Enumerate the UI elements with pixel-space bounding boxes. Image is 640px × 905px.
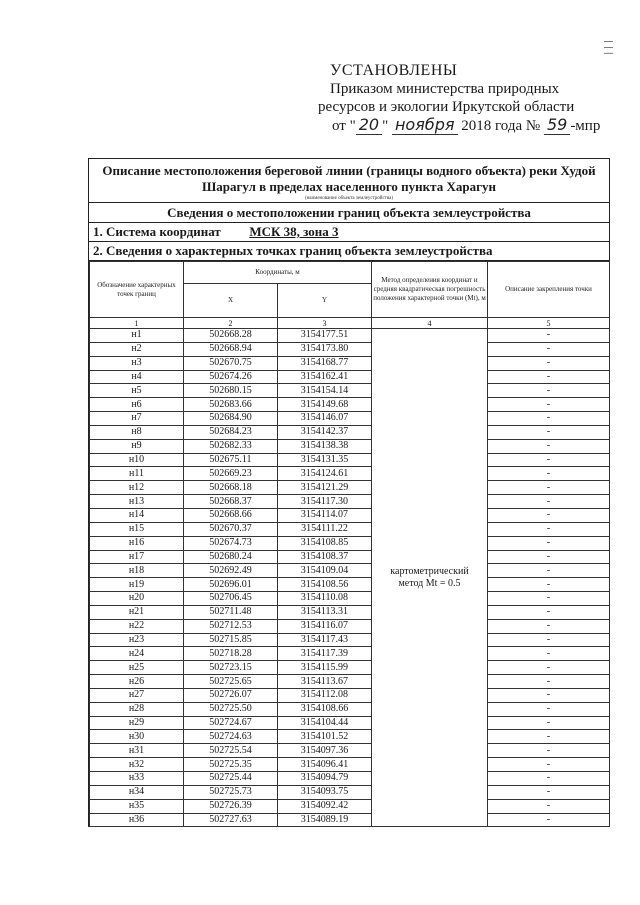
y-coord-cell: 3154114.07 bbox=[278, 508, 372, 522]
method-cell bbox=[372, 329, 488, 827]
point-id-cell: н16 bbox=[90, 536, 184, 550]
y-coord-cell: 3154104.44 bbox=[278, 716, 372, 730]
table-row bbox=[90, 772, 610, 786]
fixing-cell: - bbox=[488, 425, 610, 439]
table-row bbox=[90, 453, 610, 467]
table-row bbox=[90, 467, 610, 481]
approval-ministry-line: ресурсов и экологии Иркутской области bbox=[318, 99, 575, 115]
fixing-cell: - bbox=[488, 730, 610, 744]
y-coord-cell: 3154124.61 bbox=[278, 467, 372, 481]
section-title-block bbox=[89, 203, 609, 223]
x-coord-cell: 502726.07 bbox=[184, 688, 278, 702]
fixing-cell: - bbox=[488, 813, 610, 827]
points-heading: 2. Сведения о характерных точках границ объекта землеустройства bbox=[93, 243, 493, 258]
point-id-cell: н15 bbox=[90, 522, 184, 536]
point-id-cell: н11 bbox=[90, 467, 184, 481]
y-coord-cell: 3154117.30 bbox=[278, 495, 372, 509]
table-row bbox=[90, 716, 610, 730]
point-id-cell: н29 bbox=[90, 716, 184, 730]
point-id-cell: н22 bbox=[90, 619, 184, 633]
table-row bbox=[90, 688, 610, 702]
point-id-cell: н10 bbox=[90, 453, 184, 467]
point-id-cell: н14 bbox=[90, 508, 184, 522]
y-coord-cell: 3154117.39 bbox=[278, 647, 372, 661]
fixing-cell: - bbox=[488, 619, 610, 633]
y-coord-cell: 3154154.14 bbox=[278, 384, 372, 398]
document-title: Описание местоположения береговой линии (границы водного объекта) реки Худой Шарагул в пределах населенного пункта Харагун bbox=[102, 163, 596, 194]
edge-mark: | | | bbox=[603, 40, 613, 55]
fixing-cell: - bbox=[488, 633, 610, 647]
point-id-cell: н31 bbox=[90, 744, 184, 758]
y-coord-cell: 3154108.85 bbox=[278, 536, 372, 550]
y-coord-cell: 3154131.35 bbox=[278, 453, 372, 467]
point-id-cell: н24 bbox=[90, 647, 184, 661]
table-row bbox=[90, 675, 610, 689]
coord-system-value: МСК 38, зона 3 bbox=[249, 224, 339, 239]
fixing-cell: - bbox=[488, 508, 610, 522]
point-id-cell: н4 bbox=[90, 370, 184, 384]
point-id-cell: н7 bbox=[90, 412, 184, 426]
y-coord-cell: 3154113.67 bbox=[278, 675, 372, 689]
table-row bbox=[90, 370, 610, 384]
x-coord-cell: 502712.53 bbox=[184, 619, 278, 633]
x-coord-cell: 502725.54 bbox=[184, 744, 278, 758]
fixing-cell: - bbox=[488, 578, 610, 592]
x-coord-cell: 502727.63 bbox=[184, 813, 278, 827]
x-coord-cell: 502670.75 bbox=[184, 356, 278, 370]
description-document bbox=[88, 158, 610, 827]
coord-system-row bbox=[89, 223, 609, 242]
fixing-cell: - bbox=[488, 495, 610, 509]
document-title-block bbox=[89, 159, 609, 203]
y-coord-cell: 3154093.75 bbox=[278, 785, 372, 799]
x-coord-cell: 502680.24 bbox=[184, 550, 278, 564]
fixing-cell: - bbox=[488, 744, 610, 758]
point-id-cell: н13 bbox=[90, 495, 184, 509]
table-row bbox=[90, 813, 610, 827]
x-coord-cell: 502684.23 bbox=[184, 425, 278, 439]
method-value-line1: картометрический bbox=[390, 565, 469, 577]
fixing-cell: - bbox=[488, 605, 610, 619]
x-coord-cell: 502725.35 bbox=[184, 758, 278, 772]
date-prefix: от " bbox=[332, 118, 356, 134]
point-id-cell: н2 bbox=[90, 342, 184, 356]
table-row bbox=[90, 661, 610, 675]
table-row bbox=[90, 592, 610, 606]
table-row bbox=[90, 619, 610, 633]
x-coord-cell: 502668.28 bbox=[184, 329, 278, 343]
point-id-cell: н36 bbox=[90, 813, 184, 827]
y-coord-cell: 3154108.37 bbox=[278, 550, 372, 564]
fixing-cell: - bbox=[488, 467, 610, 481]
x-coord-cell: 502680.15 bbox=[184, 384, 278, 398]
fixing-cell: - bbox=[488, 522, 610, 536]
table-row bbox=[90, 425, 610, 439]
header-coords: Координаты, м bbox=[184, 262, 372, 284]
x-coord-cell: 502711.48 bbox=[184, 605, 278, 619]
approval-date-line bbox=[318, 116, 618, 135]
header-designation: Обозначение характерных точек границ bbox=[90, 262, 184, 318]
col-number: 3 bbox=[278, 318, 372, 329]
point-id-cell: н3 bbox=[90, 356, 184, 370]
column-number-row bbox=[90, 318, 610, 329]
point-id-cell: н34 bbox=[90, 785, 184, 799]
fixing-cell: - bbox=[488, 439, 610, 453]
x-coord-cell: 502718.28 bbox=[184, 647, 278, 661]
y-coord-cell: 3154092.42 bbox=[278, 799, 372, 813]
table-row bbox=[90, 508, 610, 522]
table-row bbox=[90, 744, 610, 758]
coord-system-label: 1. Система координат bbox=[93, 224, 221, 239]
y-coord-cell: 3154173.80 bbox=[278, 342, 372, 356]
table-row bbox=[90, 342, 610, 356]
fixing-cell: - bbox=[488, 647, 610, 661]
fixing-cell: - bbox=[488, 716, 610, 730]
x-coord-cell: 502670.37 bbox=[184, 522, 278, 536]
table-row bbox=[90, 481, 610, 495]
x-coord-cell: 502684.90 bbox=[184, 412, 278, 426]
approval-stamp bbox=[318, 62, 618, 135]
x-coord-cell: 502682.33 bbox=[184, 439, 278, 453]
fixing-cell: - bbox=[488, 688, 610, 702]
point-id-cell: н27 bbox=[90, 688, 184, 702]
y-coord-cell: 3154149.68 bbox=[278, 398, 372, 412]
table-row bbox=[90, 647, 610, 661]
table-row bbox=[90, 702, 610, 716]
x-coord-cell: 502715.85 bbox=[184, 633, 278, 647]
x-coord-cell: 502706.45 bbox=[184, 592, 278, 606]
fixing-cell: - bbox=[488, 356, 610, 370]
y-coord-cell: 3154168.77 bbox=[278, 356, 372, 370]
y-coord-cell: 3154097.36 bbox=[278, 744, 372, 758]
x-coord-cell: 502724.67 bbox=[184, 716, 278, 730]
x-coord-cell: 502668.94 bbox=[184, 342, 278, 356]
table-row bbox=[90, 329, 610, 343]
x-coord-cell: 502725.65 bbox=[184, 675, 278, 689]
y-coord-cell: 3154096.41 bbox=[278, 758, 372, 772]
fixing-cell: - bbox=[488, 675, 610, 689]
x-coord-cell: 502674.26 bbox=[184, 370, 278, 384]
x-coord-cell: 502726.39 bbox=[184, 799, 278, 813]
x-coord-cell: 502692.49 bbox=[184, 564, 278, 578]
coordinates-body bbox=[90, 329, 610, 827]
x-coord-cell: 502674.73 bbox=[184, 536, 278, 550]
x-coord-cell: 502668.66 bbox=[184, 508, 278, 522]
fixing-cell: - bbox=[488, 481, 610, 495]
y-coord-cell: 3154162.41 bbox=[278, 370, 372, 384]
table-row bbox=[90, 785, 610, 799]
fixing-cell: - bbox=[488, 342, 610, 356]
header-fixing: Описание закрепления точки bbox=[488, 262, 610, 318]
method-value-line2: метод Mt = 0.5 bbox=[398, 577, 461, 589]
points-heading-row bbox=[89, 242, 609, 261]
y-coord-cell: 3154116.07 bbox=[278, 619, 372, 633]
year-text: 2018 года № bbox=[457, 118, 541, 134]
table-row bbox=[90, 439, 610, 453]
y-coord-cell: 3154113.31 bbox=[278, 605, 372, 619]
y-coord-cell: 3154121.29 bbox=[278, 481, 372, 495]
fixing-cell: - bbox=[488, 398, 610, 412]
table-row bbox=[90, 564, 610, 578]
point-id-cell: н33 bbox=[90, 772, 184, 786]
y-coord-cell: 3154110.08 bbox=[278, 592, 372, 606]
date-quote: " bbox=[382, 118, 392, 134]
x-coord-cell: 502683.66 bbox=[184, 398, 278, 412]
y-coord-cell: 3154117.43 bbox=[278, 633, 372, 647]
point-id-cell: н8 bbox=[90, 425, 184, 439]
fixing-cell: - bbox=[488, 453, 610, 467]
table-row bbox=[90, 605, 610, 619]
y-coord-cell: 3154177.51 bbox=[278, 329, 372, 343]
point-id-cell: н28 bbox=[90, 702, 184, 716]
coordinates-table bbox=[89, 261, 610, 827]
document-title-note: (наименование объекта землеустройства) bbox=[304, 196, 394, 201]
x-coord-cell: 502725.73 bbox=[184, 785, 278, 799]
fixing-cell: - bbox=[488, 758, 610, 772]
table-row bbox=[90, 536, 610, 550]
col-number: 4 bbox=[372, 318, 488, 329]
y-coord-cell: 3154089.19 bbox=[278, 813, 372, 827]
approval-order-line: Приказом министерства природных bbox=[330, 81, 560, 97]
section-title: Сведения о местоположении границ объекта землеустройства bbox=[167, 205, 531, 220]
col-number: 2 bbox=[184, 318, 278, 329]
fixing-cell: - bbox=[488, 564, 610, 578]
table-row bbox=[90, 384, 610, 398]
y-coord-cell: 3154094.79 bbox=[278, 772, 372, 786]
header-method: Метод определения координат и средняя квадратическая погрешность положения характерной точки (Mt), м bbox=[372, 262, 488, 318]
fixing-cell: - bbox=[488, 702, 610, 716]
fixing-cell: - bbox=[488, 370, 610, 384]
point-id-cell: н12 bbox=[90, 481, 184, 495]
point-id-cell: н6 bbox=[90, 398, 184, 412]
x-coord-cell: 502669.23 bbox=[184, 467, 278, 481]
fixing-cell: - bbox=[488, 661, 610, 675]
fixing-cell: - bbox=[488, 772, 610, 786]
y-coord-cell: 3154109.04 bbox=[278, 564, 372, 578]
header-y: Y bbox=[278, 284, 372, 318]
y-coord-cell: 3154142.37 bbox=[278, 425, 372, 439]
y-coord-cell: 3154108.66 bbox=[278, 702, 372, 716]
col-number: 1 bbox=[90, 318, 184, 329]
table-row bbox=[90, 398, 610, 412]
y-coord-cell: 3154112.08 bbox=[278, 688, 372, 702]
table-row bbox=[90, 758, 610, 772]
point-id-cell: н21 bbox=[90, 605, 184, 619]
order-suffix: -мпр bbox=[570, 118, 601, 134]
point-id-cell: н35 bbox=[90, 799, 184, 813]
point-id-cell: н19 bbox=[90, 578, 184, 592]
fixing-cell: - bbox=[488, 550, 610, 564]
point-id-cell: н1 bbox=[90, 329, 184, 343]
point-id-cell: н20 bbox=[90, 592, 184, 606]
handwritten-day: 20 bbox=[356, 115, 382, 135]
x-coord-cell: 502668.18 bbox=[184, 481, 278, 495]
point-id-cell: н5 bbox=[90, 384, 184, 398]
fixing-cell: - bbox=[488, 592, 610, 606]
fixing-cell: - bbox=[488, 329, 610, 343]
point-id-cell: н26 bbox=[90, 675, 184, 689]
table-row bbox=[90, 799, 610, 813]
x-coord-cell: 502723.15 bbox=[184, 661, 278, 675]
table-row bbox=[90, 550, 610, 564]
col-number: 5 bbox=[488, 318, 610, 329]
handwritten-month: ноября bbox=[392, 115, 458, 135]
y-coord-cell: 3154115.99 bbox=[278, 661, 372, 675]
point-id-cell: н17 bbox=[90, 550, 184, 564]
y-coord-cell: 3154138.38 bbox=[278, 439, 372, 453]
point-id-cell: н9 bbox=[90, 439, 184, 453]
x-coord-cell: 502675.11 bbox=[184, 453, 278, 467]
table-row bbox=[90, 495, 610, 509]
table-row bbox=[90, 730, 610, 744]
x-coord-cell: 502725.50 bbox=[184, 702, 278, 716]
approval-heading: УСТАНОВЛЕНЫ bbox=[330, 62, 458, 79]
header-x: X bbox=[184, 284, 278, 318]
y-coord-cell: 3154146.07 bbox=[278, 412, 372, 426]
x-coord-cell: 502696.01 bbox=[184, 578, 278, 592]
fixing-cell: - bbox=[488, 412, 610, 426]
x-coord-cell: 502724.63 bbox=[184, 730, 278, 744]
handwritten-order-number: 59 bbox=[544, 115, 570, 135]
table-row bbox=[90, 356, 610, 370]
fixing-cell: - bbox=[488, 384, 610, 398]
y-coord-cell: 3154108.56 bbox=[278, 578, 372, 592]
point-id-cell: н25 bbox=[90, 661, 184, 675]
table-row bbox=[90, 522, 610, 536]
point-id-cell: н23 bbox=[90, 633, 184, 647]
table-row bbox=[90, 412, 610, 426]
y-coord-cell: 3154101.52 bbox=[278, 730, 372, 744]
fixing-cell: - bbox=[488, 536, 610, 550]
table-row bbox=[90, 633, 610, 647]
table-row bbox=[90, 578, 610, 592]
fixing-cell: - bbox=[488, 799, 610, 813]
fixing-cell: - bbox=[488, 785, 610, 799]
point-id-cell: н30 bbox=[90, 730, 184, 744]
x-coord-cell: 502668.37 bbox=[184, 495, 278, 509]
y-coord-cell: 3154111.22 bbox=[278, 522, 372, 536]
x-coord-cell: 502725.44 bbox=[184, 772, 278, 786]
point-id-cell: н18 bbox=[90, 564, 184, 578]
point-id-cell: н32 bbox=[90, 758, 184, 772]
